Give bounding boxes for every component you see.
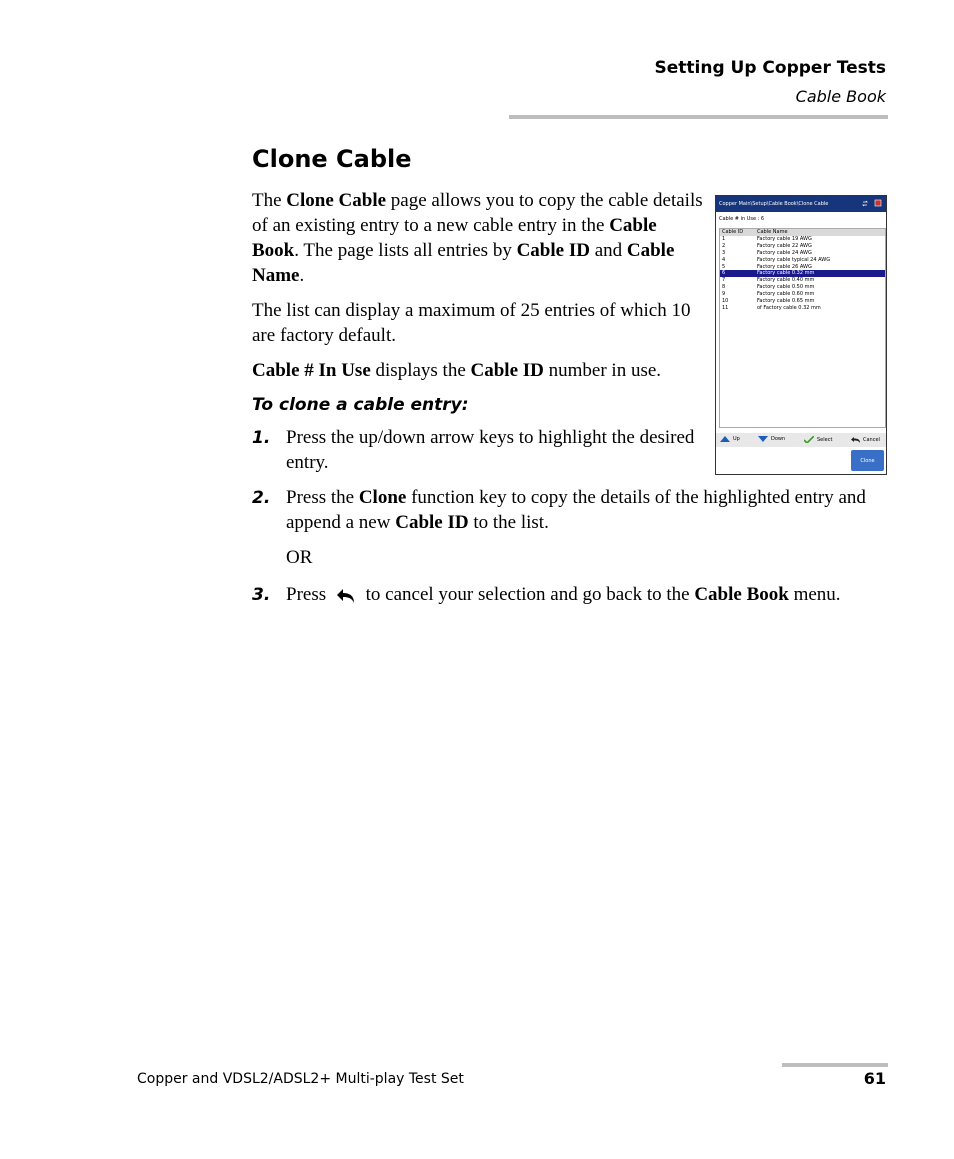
back-arrow-icon [335, 586, 357, 604]
table-row[interactable] [720, 270, 885, 277]
page-number: 61 [863, 1069, 886, 1088]
cable-in-use-label: Cable # in Use : 6 [719, 216, 765, 222]
table-row[interactable] [720, 291, 885, 298]
cancel-key[interactable]: Cancel [850, 436, 880, 443]
running-header-subtitle: Cable Book [795, 87, 886, 106]
step-number: 2. [252, 488, 271, 508]
cable-name-cell: Factory cable 24 AWG [757, 249, 812, 256]
cable-name-cell: Factory cable 0.60 mm [757, 291, 815, 298]
cable-name-cell: Factory cable 0.32 mm [757, 270, 815, 277]
screen-title: Copper Main\Setup\Cable Book\Clone Cable [719, 201, 829, 207]
cable-name-header: Cable Name [757, 229, 788, 235]
table-row[interactable] [720, 236, 885, 243]
table-row[interactable] [720, 277, 885, 284]
cable-name-cell: Factory cable 19 AWG [757, 236, 812, 242]
select-key[interactable]: Select [804, 436, 832, 443]
cable-id-cell: 11 [722, 304, 729, 311]
cable-id-cell: 4 [722, 256, 726, 263]
cable-id-cell: 5 [722, 263, 726, 270]
cable-id-cell: 7 [722, 277, 726, 284]
cable-name-cell: Factory cable 22 AWG [757, 242, 812, 249]
clone-button[interactable]: Clone [851, 450, 884, 471]
footer-rule [782, 1063, 888, 1067]
table-row[interactable] [720, 305, 885, 312]
cable-name-cell: Factory cable 0.50 mm [757, 284, 815, 291]
capacity-paragraph: The list can display a maximum of 25 entries of which 10 are factory default. [252, 300, 691, 346]
cable-name-cell: of Factory cable 0.32 mm [757, 304, 821, 311]
or-text: OR [286, 547, 313, 568]
up-key[interactable]: Up [720, 436, 740, 442]
header-rule [509, 115, 888, 119]
cable-list[interactable] [719, 228, 886, 428]
step-text: Press the up/down arrow keys to highlight the desired entry. [286, 427, 695, 473]
table-row[interactable] [720, 284, 885, 291]
footer-product-name: Copper and VDSL2/ADSL2+ Multi-play Test Set [137, 1071, 464, 1087]
cable-name-cell: Factory cable 0.65 mm [757, 298, 815, 305]
step-text: Press to cancel your selection and go back to the Cable Book menu. [286, 584, 841, 605]
intro-paragraph: The Clone Cable page allows you to copy the cable details of an existing entry to a new cable entry in the Cable Book. The page lists all entries by Cable ID and Cable Name. [252, 190, 703, 286]
cable-id-cell: 6 [722, 270, 726, 277]
down-key[interactable]: Down [758, 436, 785, 442]
step-number: 1. [252, 428, 271, 448]
cable-id-cell: 8 [722, 284, 726, 291]
table-row[interactable] [720, 264, 885, 271]
table-row[interactable] [720, 298, 885, 305]
cable-id-cell: 3 [722, 249, 726, 256]
in-use-paragraph: Cable # In Use displays the Cable ID number in use. [252, 360, 662, 381]
status-icons [862, 199, 882, 208]
clone-cable-screenshot [715, 195, 887, 475]
table-row[interactable] [720, 243, 885, 250]
procedure-title: To clone a cable entry: [252, 395, 469, 415]
list-header [720, 229, 885, 236]
cable-id-cell: 9 [722, 291, 726, 298]
cable-id-cell: 10 [722, 298, 729, 305]
screen-title-bar [716, 196, 886, 212]
table-row[interactable] [720, 257, 885, 264]
function-key-bar [716, 433, 886, 447]
cable-id-cell: 1 [722, 236, 726, 242]
section-title: Clone Cable [252, 145, 412, 173]
running-header-title: Setting Up Copper Tests [654, 58, 886, 78]
cable-name-cell: Factory cable 0.40 mm [757, 277, 815, 284]
cable-id-header: Cable ID [722, 229, 744, 235]
cable-id-cell: 2 [722, 242, 726, 249]
cable-name-cell: Factory cable 26 AWG [757, 263, 812, 270]
cable-name-cell: Factory cable typical 24 AWG [757, 256, 831, 263]
step-number: 3. [252, 585, 271, 605]
table-row[interactable] [720, 250, 885, 257]
step-text: Press the Clone function key to copy the details of the highlighted entry and append a new Cable ID to the list. [286, 487, 866, 533]
